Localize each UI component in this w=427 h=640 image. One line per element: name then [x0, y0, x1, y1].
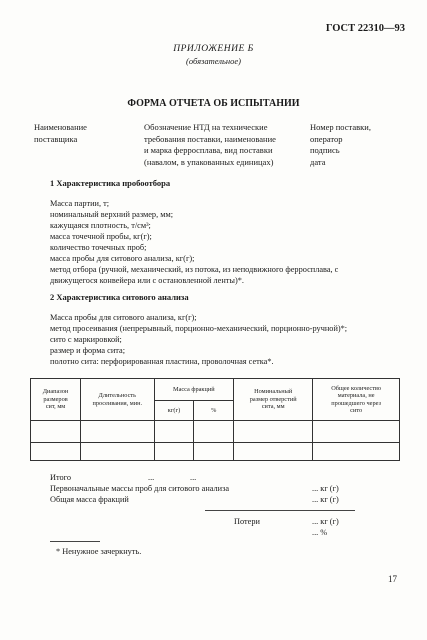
- itogo-dots-percent: ...: [190, 473, 197, 482]
- initial-mass-value: ... кг (г): [312, 484, 339, 493]
- losses-value-percent: ... %: [312, 528, 328, 537]
- section1-line: кажущаяся плотность, т/см³;: [50, 221, 151, 230]
- total-mass-label: Общая масса фракций: [50, 495, 129, 504]
- table-row: [31, 421, 400, 443]
- table-row: [31, 443, 400, 461]
- column-supplier-line: Наименование: [34, 122, 87, 132]
- section1-line: количество точечных проб;: [50, 243, 147, 252]
- table-header-duration: Длительность просеивания, мин.: [81, 379, 154, 421]
- section1-line: метод отбора (ручной, механический, из потока, из неподвижного ферросплава, с: [50, 265, 339, 274]
- section2-title: 2 Характеристика ситового анализа: [50, 292, 189, 302]
- table-header-passed-material: Общее количество материала, не прошедшего через сито: [313, 379, 400, 421]
- section1-title: 1 Характеристика пробоотбора: [50, 178, 171, 188]
- table-header-fraction-mass: Масса фракций: [154, 379, 234, 401]
- section1-line: Масса партии, т;: [50, 199, 110, 208]
- section2-line: метод просеивания (непрерывный, порционно-механический, порционно-ручной)*;: [50, 324, 348, 333]
- column-ntd: [144, 122, 276, 168]
- losses-value-kg: ... кг (г): [312, 517, 339, 526]
- section1-line: масса пробы для ситового анализа, кг(г);: [50, 254, 195, 263]
- totals-separator: [205, 510, 355, 511]
- table-header-range: Диапазон размеров сит, мм: [31, 379, 81, 421]
- footnote: * Ненужное зачеркнуть.: [56, 547, 142, 556]
- table-header-nominal-size: Номинальный размер отверстий сита, мм: [234, 379, 313, 421]
- losses-label: Потери: [234, 517, 260, 526]
- section2-line: сито с маркировкой;: [50, 335, 122, 344]
- footnote-separator: [50, 541, 100, 542]
- itogo-label: Итого: [50, 473, 72, 482]
- section2-line: Масса пробы для ситового анализа, кг(г);: [50, 313, 197, 322]
- sieve-analysis-table: [30, 378, 400, 461]
- section2-body: [50, 312, 347, 367]
- section1-line: масса точечной пробы, кг(г);: [50, 232, 152, 241]
- column-ntd-line: (навалом, в упакованных единицах): [144, 156, 274, 167]
- column-supplier-line: поставщика: [34, 133, 78, 144]
- form-title: ФОРМА ОТЧЕТА ОБ ИСПЫТАНИИ: [127, 98, 300, 109]
- table-header-percent: %: [194, 401, 234, 421]
- total-mass-value: ... кг (г): [312, 495, 339, 504]
- section2-line: полотно сита: перфорированная пластина, проволочная сетка*.: [50, 357, 274, 366]
- itogo-dots-kg: ...: [148, 473, 155, 482]
- column-ntd-line: и марка ферросплава, вид поставки: [144, 145, 273, 155]
- appendix-title: ПРИЛОЖЕНИЕ Б: [173, 44, 254, 54]
- section1-line: номинальный верхний размер, мм;: [50, 210, 174, 219]
- column-ntd-line: Обозначение НТД на технические: [144, 122, 268, 132]
- column-supplier: [34, 122, 87, 145]
- column-delivery-line: подпись: [310, 145, 340, 155]
- column-delivery-line: оператор: [310, 133, 343, 144]
- standard-header: ГОСТ 22310—93: [325, 23, 405, 34]
- initial-mass-label: Первоначальные массы проб для ситового анализа: [50, 484, 230, 493]
- section2-line: размер и форма сита;: [50, 346, 125, 355]
- section1-line: движущегося конвейера или с остановленной ленты)*.: [50, 276, 244, 285]
- column-delivery-line: Номер поставки,: [310, 122, 371, 132]
- column-delivery: [310, 122, 371, 168]
- table-header-kg: кг(г): [154, 401, 194, 421]
- page-number: 17: [388, 574, 397, 584]
- column-delivery-line: дата: [310, 156, 326, 167]
- section1-body: [50, 198, 338, 286]
- appendix-subtitle: (обязательное): [186, 56, 241, 66]
- column-ntd-line: требования поставки, наименование: [144, 133, 276, 144]
